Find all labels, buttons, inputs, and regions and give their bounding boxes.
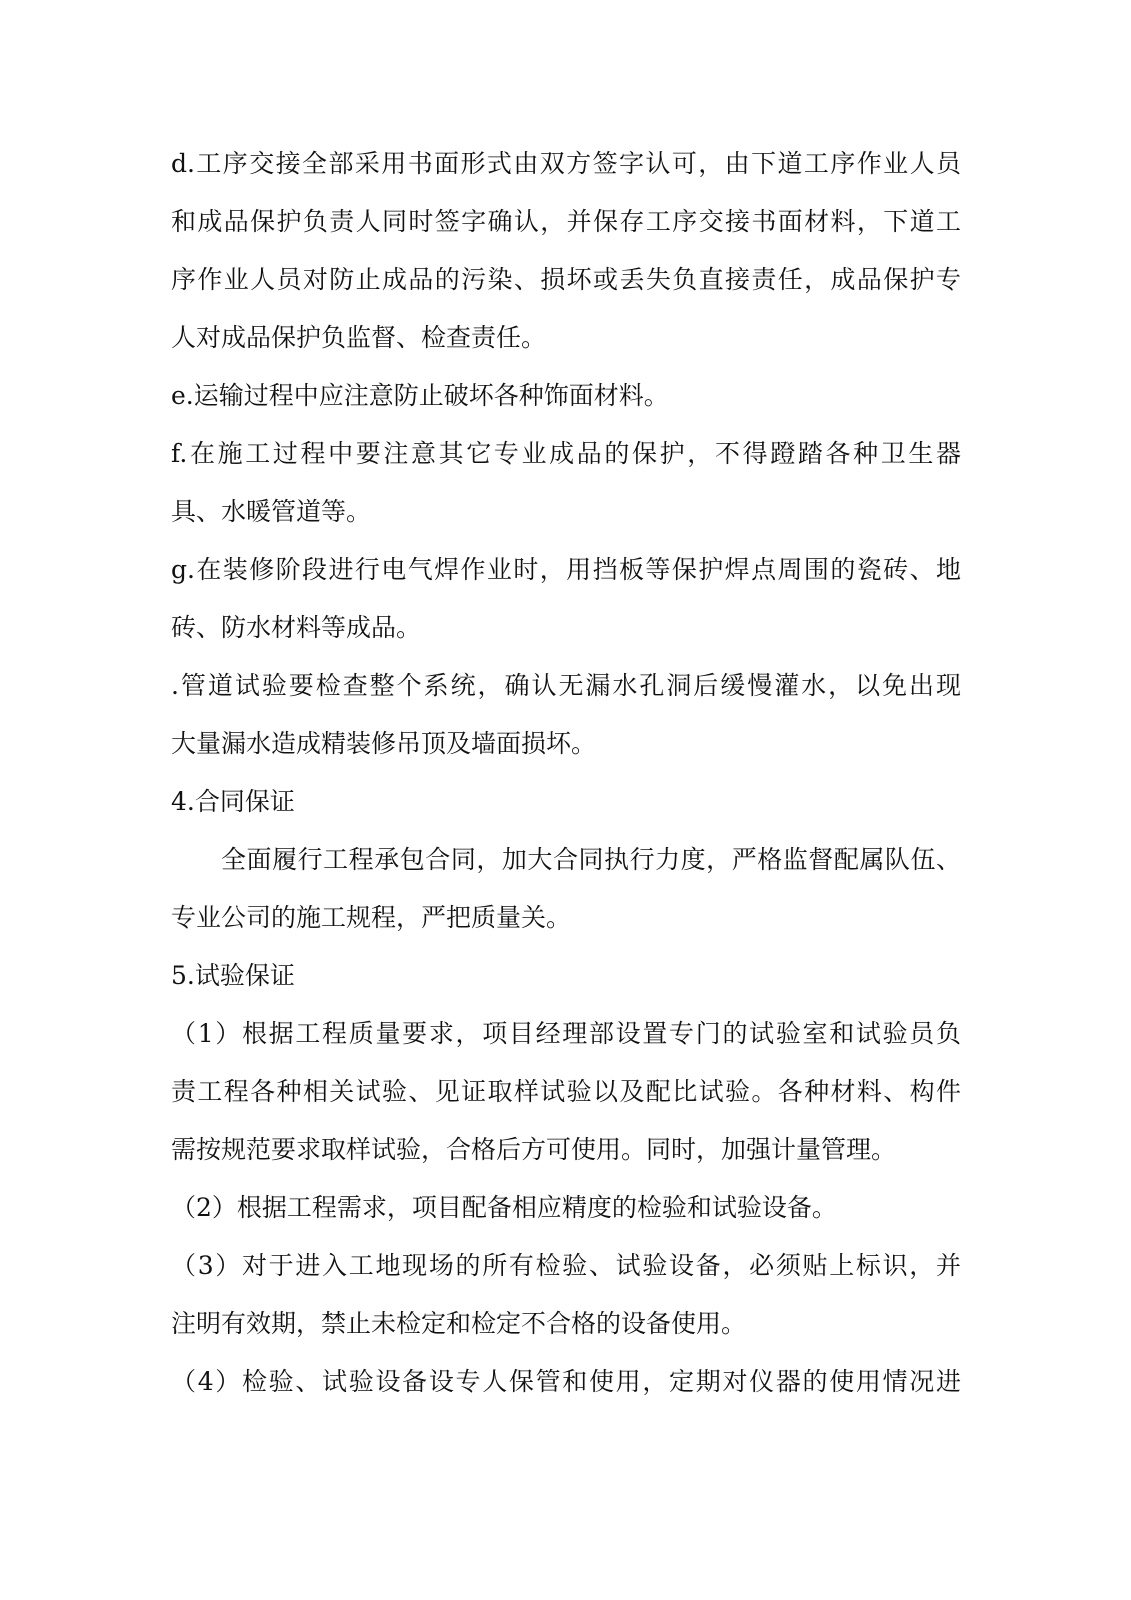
testing-item-2: （2）根据工程需求，项目配备相应精度的检验和试验设备。 [171,1193,837,1222]
paragraph-f-line-2: 具、水暖管道等。 [171,497,372,526]
testing-item-1-line-2: 责工程各种相关试验、见证取样试验以及配比试验。各种材料、构件 [171,1077,961,1106]
testing-item-1-line-3: 需按规范要求取样试验，合格后方可使用。同时，加强计量管理。 [171,1135,897,1164]
contract-paragraph-line-1: 全面履行工程承包合同，加大合同执行力度，严格监督配属队伍、 [221,845,961,874]
paragraph-f-line-1: f.在施工过程中要注意其它专业成品的保护，不得蹬踏各种卫生器 [171,439,961,468]
contract-paragraph-line-2: 专业公司的施工规程，严把质量关。 [171,903,572,932]
paragraph-g-line-2: 砖、防水材料等成品。 [171,613,422,642]
section-heading-contract: 4.合同保证 [171,787,295,816]
paragraph-d-line-2: 和成品保护负责人同时签字确认，并保存工序交接书面材料，下道工 [171,207,961,236]
paragraph-d-line-3: 序作业人员对防止成品的污染、损坏或丢失负直接责任，成品保护专 [171,265,961,294]
paragraph-d-line-4: 人对成品保护负监督、检查责任。 [171,323,547,352]
paragraph-d-line-1: d.工序交接全部采用书面形式由双方签字认可，由下道工序作业人员 [171,149,961,178]
testing-item-3-line-2: 注明有效期，禁止未检定和检定不合格的设备使用。 [171,1309,747,1338]
paragraph-pipe-test-line-1: .管道试验要检查整个系统，确认无漏水孔洞后缓慢灌水，以免出现 [171,671,961,700]
paragraph-g-line-1: g.在装修阶段进行电气焊作业时，用挡板等保护焊点周围的瓷砖、地 [171,555,961,584]
testing-item-1-line-1: （1）根据工程质量要求，项目经理部设置专门的试验室和试验员负 [171,1019,961,1048]
paragraph-pipe-test-line-2: 大量漏水造成精装修吊顶及墙面损坏。 [171,729,597,758]
testing-item-4-line-1: （4）检验、试验设备设专人保管和使用，定期对仪器的使用情况进 [171,1367,961,1396]
paragraph-e: e.运输过程中应注意防止破坏各种饰面材料。 [171,381,669,410]
testing-item-3-line-1: （3）对于进入工地现场的所有检验、试验设备，必须贴上标识，并 [171,1251,961,1280]
section-heading-testing: 5.试验保证 [171,961,295,990]
